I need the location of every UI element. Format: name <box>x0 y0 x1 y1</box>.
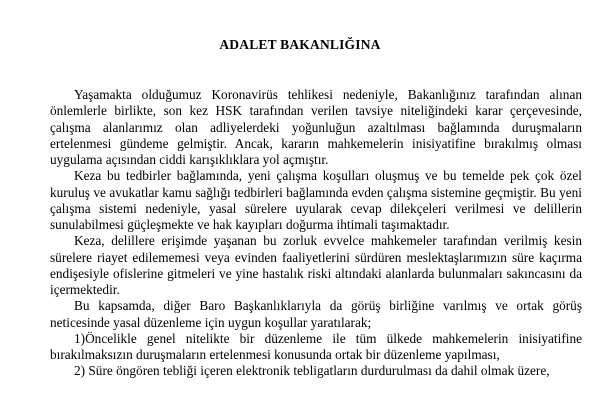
paragraph-4: Bu kapsamda, diğer Baro Başkanlıklarıyla da görüş birliğine varılmış ve ortak görüş neticesinde yasal düzenleme için uygun koşullar yaratılarak; <box>50 298 582 330</box>
paragraph-1: Yaşamakta olduğumuz Koronavirüs tehlikesi nedeniyle, Bakanlığınız tarafından alınan önlemlerle birlikte, son kez HSK tarafından verilen tavsiye niteliğindeki karar çerçevesinde, çalışma alanlarımız olan adliyelerdeki yoğunluğun azaltılması bağlamında duruşmaların ertelenmesi gündeme gelmiştir. Ancak, kararın mahkemelerin inisiyatifine bırakılmış olması uygulama açısından ciddi karışıklıklara yol açmıştır. <box>50 87 582 167</box>
paragraph-2: Keza bu tedbirler bağlamında, yeni çalışma koşulları oluşmuş ve bu temelde pek çok özel kuruluş ve avukatlar kamu sağlığı tedbirleri bağlamında evden çalışma sistemine geçmiştir. Bu yeni çalışma sistemi nedeniyle, yasal sürelere uyularak cevap dilekçeleri verilmesi ve delillerin sunulabilmesi güçleşmekte ve hak kayıpları doğurma ihtimali taşımaktadır. <box>50 168 582 232</box>
document-title: ADALET BAKANLIĞINA <box>219 37 381 52</box>
document-body <box>50 87 582 380</box>
paragraph-5: 1)Öncelikle genel nitelikte bir düzenleme ile tüm ülkede mahkemelerin inisiyatifine bırakılmaksızın duruşmaların ertelenmesi konusunda ortak bir düzenleme yapılması, <box>50 330 582 362</box>
paragraph-6: 2) Süre öngören tebliği içeren elektronik tebligatların durdurulması da dahil olmak üzere, <box>74 363 550 379</box>
paragraph-3: Keza, delillere erişimde yaşanan bu zorluk evvelce mahkemeler tarafından verilmiş kesin sürelere riayet edilememesi veya evinden faaliyetlerini sürdüren meslektaşlarımızın süre kaçırma endişesiyle ofislerine gitmeleri ve yine hastalık riski altındaki alanlarda bulunmaları sakıncasını da içermektedir. <box>50 233 582 297</box>
